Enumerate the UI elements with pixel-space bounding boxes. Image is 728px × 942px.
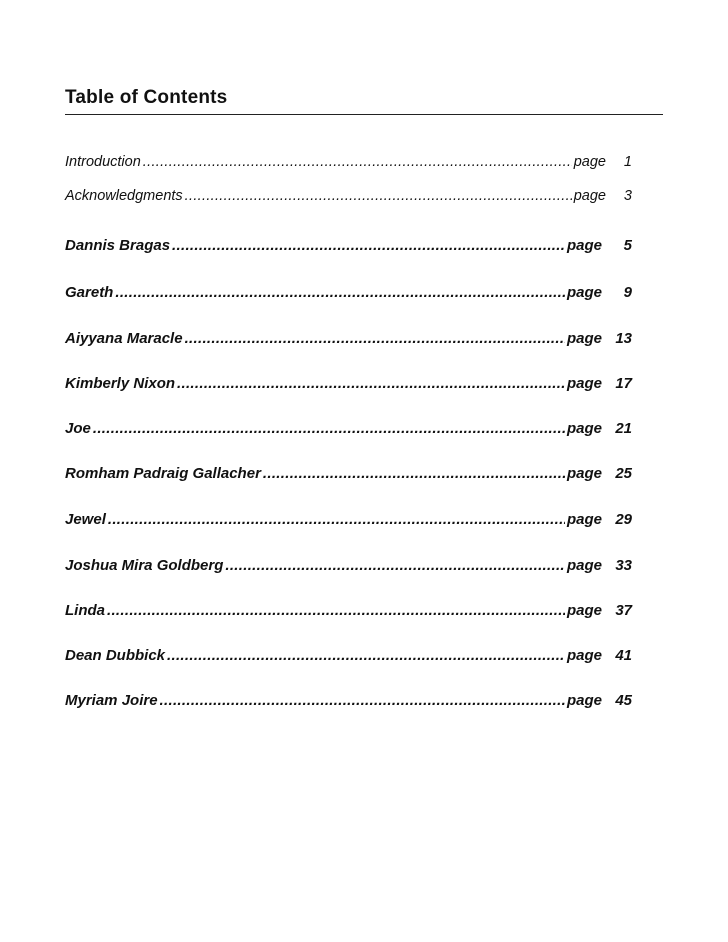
toc-entry-acknowledgments[interactable] [65, 188, 632, 208]
dot-leader [143, 154, 572, 170]
entry-title: Kimberly Nixon [65, 375, 176, 392]
page-number: 33 [615, 557, 632, 574]
page-label: page [566, 375, 602, 392]
entry-title: Jewel [65, 511, 106, 528]
toc-entry-chapter[interactable] [65, 602, 632, 622]
toc-entry-chapter[interactable] [65, 511, 632, 531]
entry-title: Romham Padraig Gallacher [65, 465, 261, 482]
page-number: 13 [615, 330, 632, 347]
entry-title: Aiyyana Maracle [65, 330, 183, 347]
toc-entry-chapter[interactable] [65, 557, 632, 577]
page-label: page [566, 647, 602, 664]
dot-leader [177, 375, 565, 392]
page-number: 1 [623, 154, 632, 170]
toc-entry-chapter[interactable] [65, 647, 632, 667]
dot-leader [185, 188, 572, 204]
toc-entry-chapter[interactable] [65, 284, 632, 304]
toc-entry-introduction[interactable] [65, 154, 632, 174]
title-underline [65, 114, 663, 115]
toc-entry-chapter[interactable] [65, 237, 632, 257]
page-label: page [573, 188, 606, 204]
dot-leader [115, 284, 565, 301]
page-label: page [566, 692, 602, 709]
page-label: page [566, 237, 602, 254]
dot-leader [167, 647, 565, 664]
page-label: page [566, 465, 602, 482]
toc-entry-chapter[interactable] [65, 420, 632, 440]
page-label: page [566, 557, 602, 574]
page-label: page [566, 330, 602, 347]
page-number: 41 [615, 647, 632, 664]
dot-leader [185, 330, 565, 347]
page-label: page [566, 511, 602, 528]
entry-title: Dannis Bragas [65, 237, 171, 254]
page-number: 25 [615, 465, 632, 482]
page-label: page [566, 602, 602, 619]
entry-title: Joshua Mira Goldberg [65, 557, 224, 574]
dot-leader [108, 511, 565, 528]
page-number: 29 [615, 511, 632, 528]
page-label: page [566, 420, 602, 437]
dot-leader [160, 692, 565, 709]
toc-entry-chapter[interactable] [65, 330, 632, 350]
page-number: 3 [623, 188, 632, 204]
page-number: 37 [615, 602, 632, 619]
dot-leader [263, 465, 565, 482]
entry-title: Joe [65, 420, 91, 437]
page-label: page [573, 154, 606, 170]
page-number: 45 [615, 692, 632, 709]
page-number: 21 [615, 420, 632, 437]
toc-entry-chapter[interactable] [65, 692, 632, 712]
dot-leader [93, 420, 565, 437]
dot-leader [107, 602, 565, 619]
entry-title: Acknowledgments [65, 188, 183, 204]
toc-entry-chapter[interactable] [65, 465, 632, 485]
toc-entry-chapter[interactable] [65, 375, 632, 395]
dot-leader [172, 237, 565, 254]
dot-leader [225, 557, 565, 574]
entry-title: Linda [65, 602, 105, 619]
entry-title: Gareth [65, 284, 114, 301]
entry-title: Myriam Joire [65, 692, 158, 709]
page-number: 9 [623, 284, 632, 301]
entry-title: Introduction [65, 154, 141, 170]
page-number: 5 [623, 237, 632, 254]
entry-title: Dean Dubbick [65, 647, 166, 664]
page-label: page [566, 284, 602, 301]
toc-title: Table of Contents [65, 87, 228, 108]
page-number: 17 [615, 375, 632, 392]
